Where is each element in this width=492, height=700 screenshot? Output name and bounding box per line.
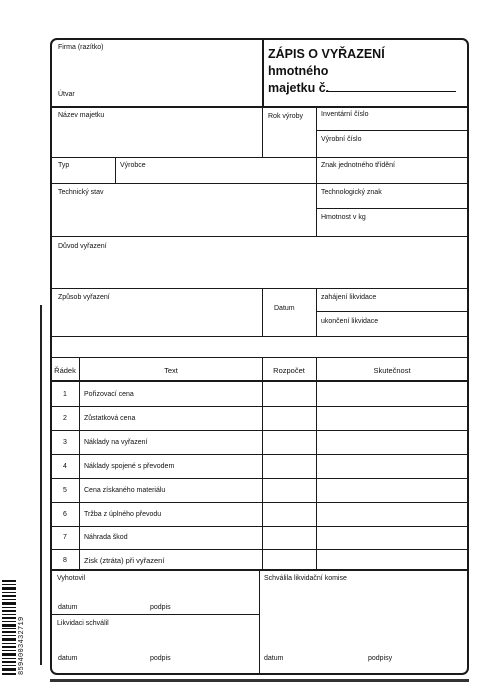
duvod-vyrazeni-label: Důvod vyřazení: [58, 243, 107, 250]
divider: [316, 288, 317, 336]
row-number: 7: [63, 534, 67, 541]
vyrobni-cislo-label: Výrobní číslo: [321, 136, 362, 143]
table-header-text: Text: [164, 366, 178, 375]
row-number: 5: [63, 487, 67, 494]
divider: [51, 183, 468, 184]
firma-label: Firma (razítko): [58, 44, 104, 51]
znak-trideni-label: Znak jednotného třídění: [321, 162, 395, 169]
form-title-line3: majetku č.: [268, 81, 330, 95]
footer-divider: [259, 570, 260, 674]
binding-spine-line: [40, 305, 42, 665]
nazev-majetku-label: Název majetku: [58, 112, 105, 119]
header-bottom-line: [51, 106, 468, 108]
divider: [51, 430, 468, 431]
barcode-icon: [2, 580, 16, 675]
datum-label: Datum: [274, 305, 295, 312]
utvar-label: Útvar: [58, 91, 75, 98]
komise-label: Schválila likvidační komise: [264, 575, 347, 582]
divider: [51, 288, 468, 289]
divider: [51, 236, 468, 237]
row-text: Zůstatková cena: [84, 415, 136, 422]
divider: [79, 357, 80, 570]
technologicky-znak-label: Technologický znak: [321, 189, 382, 196]
divider: [262, 288, 263, 336]
row-text: Náklady na vyřazení: [84, 439, 148, 446]
divider: [51, 526, 468, 527]
row-text: Cena získaného materiálu: [84, 487, 166, 494]
divider: [316, 208, 468, 209]
likvidaci-datum-label: datum: [58, 655, 78, 662]
vyhotovil-datum-label: datum: [58, 604, 78, 611]
row-number: 2: [63, 415, 67, 422]
divider: [51, 614, 259, 615]
inventarni-cislo-label: Inventární číslo: [321, 111, 369, 118]
zahajeni-likvidace-label: zahájení likvidace: [321, 294, 377, 301]
technicky-stav-label: Technický stav: [58, 189, 104, 196]
hmotnost-label: Hmotnost v kg: [321, 214, 366, 221]
divider: [51, 406, 468, 407]
row-number: 6: [63, 511, 67, 518]
table-header-radek: Řádek: [54, 366, 76, 375]
divider: [51, 502, 468, 503]
header-divider: [262, 39, 264, 107]
divider: [51, 478, 468, 479]
divider: [316, 130, 468, 131]
divider: [316, 311, 468, 312]
divider: [316, 357, 317, 570]
row-number: 8: [63, 557, 67, 564]
row-text: Pořizovací cena: [84, 391, 134, 398]
vyhotovil-label: Vyhotovil: [57, 575, 86, 582]
form-number-field[interactable]: [326, 91, 456, 92]
row-text: Náklady spojené s převodem: [84, 463, 175, 470]
form-title: ZÁPIS O VYŘAZENÍ: [268, 47, 385, 61]
form-title-line2: hmotného: [268, 64, 329, 78]
zpusob-vyrazeni-label: Způsob vyřazení: [58, 294, 110, 301]
rok-vyroby-label: Rok výroby: [268, 113, 304, 120]
divider: [51, 357, 468, 358]
divider: [262, 107, 263, 157]
typ-label: Typ: [58, 162, 70, 169]
divider: [51, 454, 468, 455]
vyrobce-label: Výrobce: [120, 162, 146, 169]
komise-datum-label: datum: [264, 655, 284, 662]
barcode-number: 8594003432719: [18, 616, 26, 675]
divider: [51, 549, 468, 550]
likvidaci-podpis-label: podpis: [150, 655, 171, 662]
divider: [51, 157, 468, 158]
row-number: 1: [63, 391, 67, 398]
row-number: 4: [63, 463, 67, 470]
row-text: Náhrada škod: [84, 534, 128, 541]
divider: [316, 107, 317, 236]
divider: [115, 157, 116, 183]
likvidaci-schvalil-label: Likvidaci schválil: [57, 620, 109, 627]
bottom-rule: [50, 679, 469, 682]
row-number: 3: [63, 439, 67, 446]
divider: [51, 336, 468, 337]
table-header-rozpocet: Rozpočet: [273, 366, 305, 375]
row-text: Tržba z úplného převodu: [84, 511, 162, 518]
table-header-bottom-line: [51, 380, 468, 382]
vyhotovil-podpis-label: podpis: [150, 604, 171, 611]
divider: [262, 357, 263, 570]
komise-podpisy-label: podpisy: [368, 655, 393, 662]
ukonceni-likvidace-label: ukončení likvidace: [321, 318, 379, 325]
row-text: Zisk (ztráta) při vyřazení: [84, 556, 165, 565]
table-header-skutecnost: Skutečnost: [373, 366, 411, 375]
